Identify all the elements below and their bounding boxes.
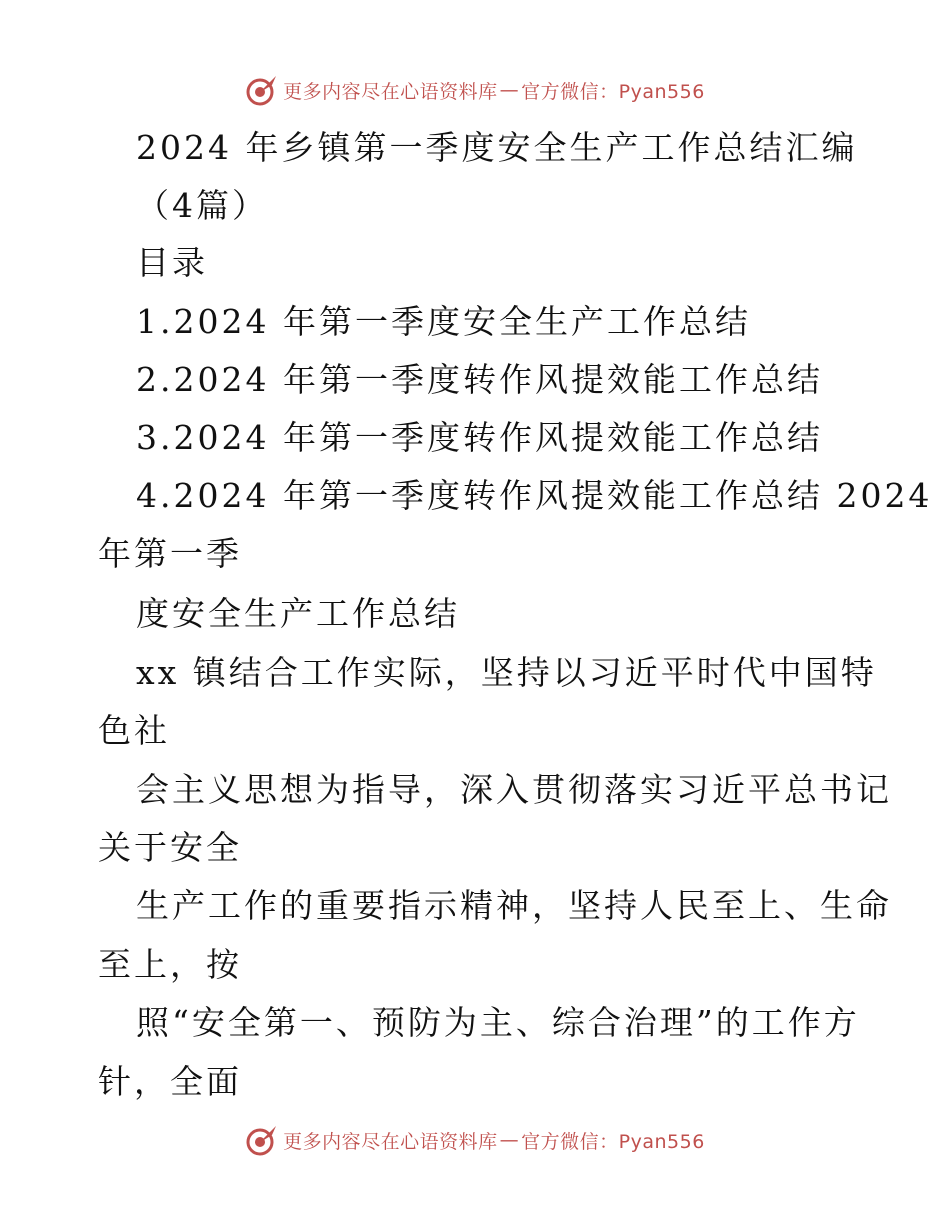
watermark-text: 更多内容尽在心语资料库 bbox=[283, 80, 498, 103]
body-line: 针，全面 bbox=[98, 1062, 242, 1101]
toc-item: 3.2024 年第一季度转作风提效能工作总结 bbox=[136, 418, 823, 457]
body-line: 照“安全第一、预防为主、综合治理”的工作方 bbox=[136, 1003, 860, 1042]
body-line: 至上，按 bbox=[98, 945, 242, 984]
toc-item: 2.2024 年第一季度转作风提效能工作总结 bbox=[136, 360, 823, 399]
body-line: 会主义思想为指导，深入贯彻落实习近平总书记 bbox=[136, 770, 892, 809]
body-line: 年第一季 bbox=[98, 534, 242, 573]
watermark-separator: — bbox=[499, 79, 520, 101]
toc-item: 1.2024 年第一季度安全生产工作总结 bbox=[136, 302, 751, 341]
toc-item: 4.2024 年第一季度转作风提效能工作总结 2024 bbox=[136, 476, 933, 515]
document-title: 2024 年乡镇第一季度安全生产工作总结汇编 bbox=[136, 128, 858, 167]
watermark-footer bbox=[0, 1120, 950, 1160]
toc-heading: 目录 bbox=[136, 243, 208, 282]
watermark-separator: — bbox=[499, 1129, 520, 1151]
quill-logo-icon bbox=[245, 1123, 279, 1157]
watermark-contact: 官方微信：Pyan556 bbox=[521, 1130, 705, 1153]
section-heading: 度安全生产工作总结 bbox=[136, 594, 460, 633]
document-title-subtitle: （4篇） bbox=[136, 186, 268, 225]
body-line: 色社 bbox=[98, 711, 170, 750]
body-line: 关于安全 bbox=[98, 828, 242, 867]
body-line: xx 镇结合工作实际，坚持以习近平时代中国特 bbox=[136, 653, 877, 692]
body-line: 生产工作的重要指示精神，坚持人民至上、生命 bbox=[136, 886, 892, 925]
watermark-text: 更多内容尽在心语资料库 bbox=[283, 1130, 498, 1153]
watermark-contact: 官方微信：Pyan556 bbox=[521, 80, 705, 103]
